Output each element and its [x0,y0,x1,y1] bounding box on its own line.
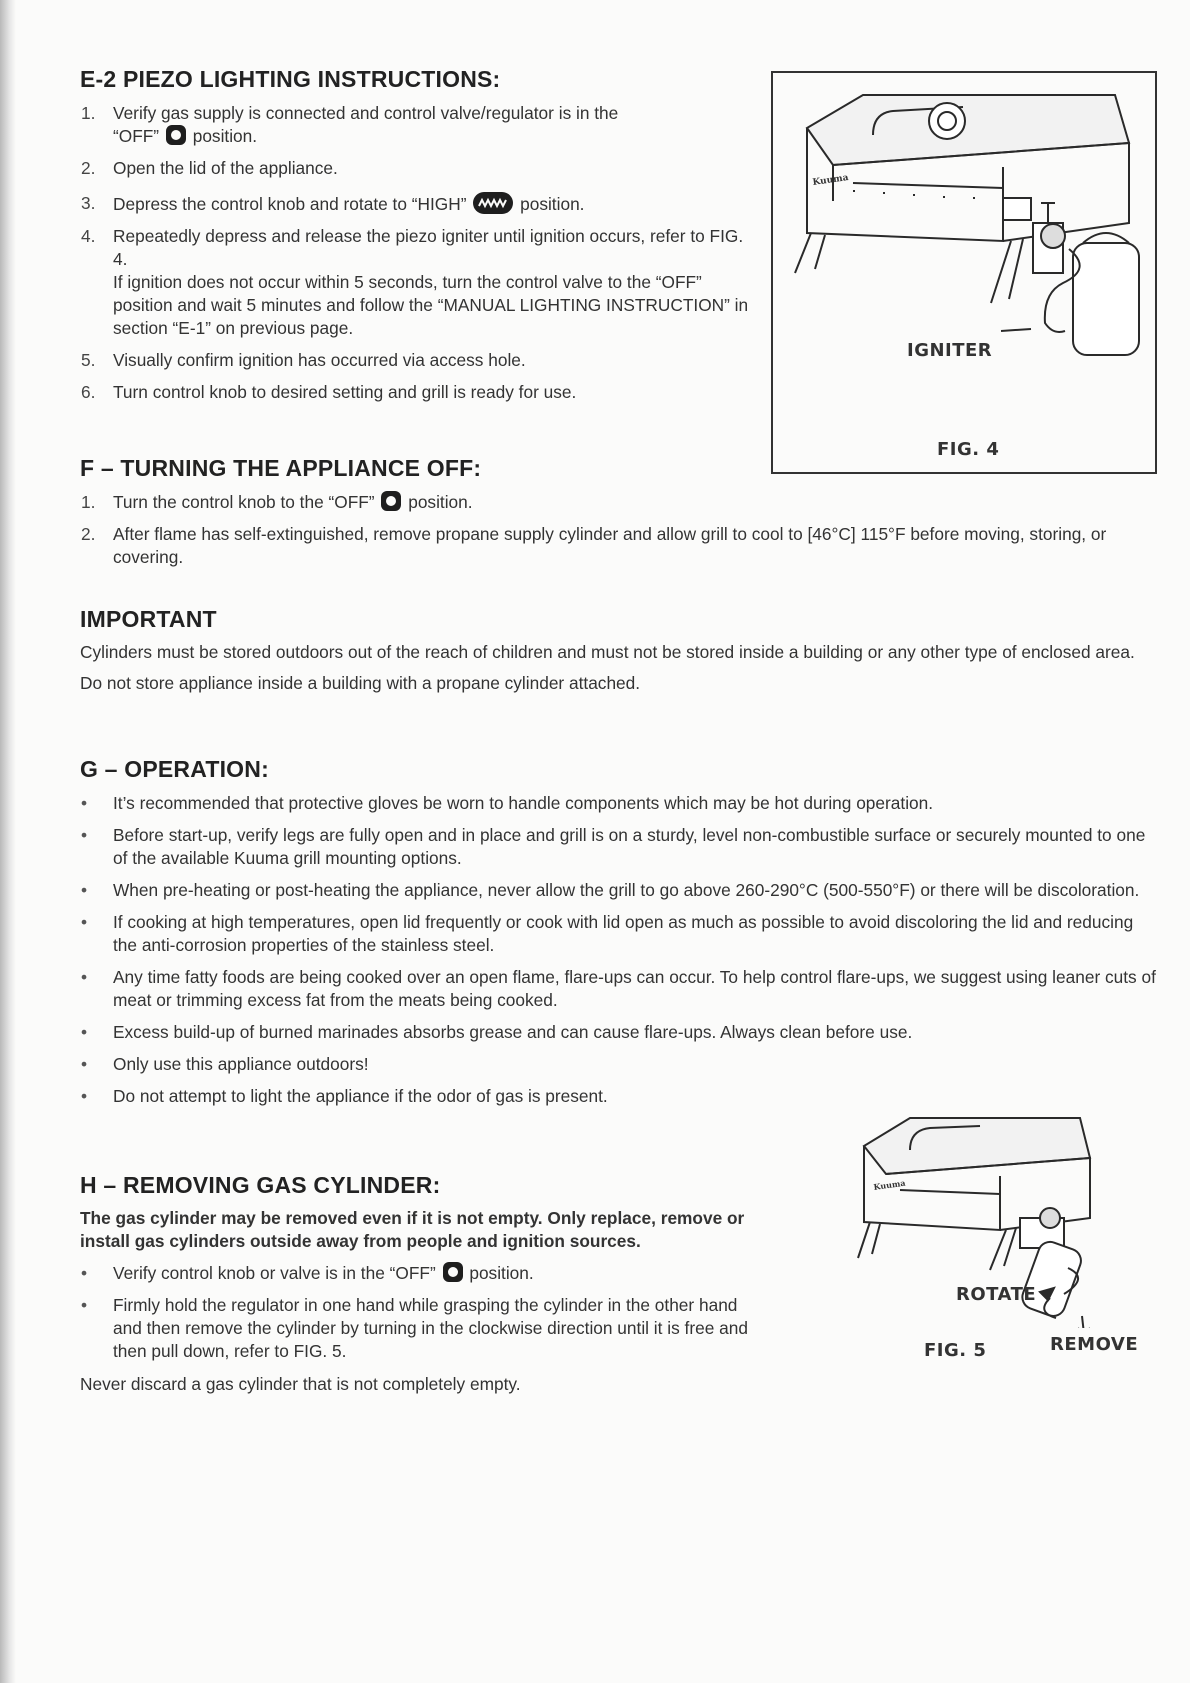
h-warning: The gas cylinder may be removed even if it is not empty. Only replace, remove or install gas cylinders outside away from people and ignition sources. [80,1208,745,1251]
fig5-rotate-callout: ROTATE [956,1284,1037,1305]
list-item: • Any time fatty foods are being cooked over an open flame, flare-ups can occur. To help control flare-ups, we suggest using leaner cuts of meat or trimming excess fat from the meats being cooked. [81,967,1156,1010]
list-item: • Verify control knob or valve is in the “OFF” position. [81,1263,534,1283]
off-position-icon [381,491,401,511]
list-item: • Excess build-up of burned marinades absorbs grease and can cause flare-ups. Always clean before use. [81,1022,913,1042]
fig4-label: FIG. 4 [937,439,1000,460]
important-paragraph-1: Cylinders must be stored outdoors out of the reach of children and must not be stored inside a building or any other type of enclosed area. [80,642,1135,662]
off-position-icon [443,1262,463,1282]
h-bullets [80,1262,760,1363]
figure-5 [850,1098,1150,1378]
figure-4 [771,71,1157,474]
section-e2 [80,66,760,404]
list-item: • Only use this appliance outdoors! [81,1054,369,1074]
h-footer-note: Never discard a gas cylinder that is not completely empty. [80,1374,521,1394]
section-g [80,756,1160,1108]
high-flame-icon [473,192,513,214]
section-e2-title: E-2 PIEZO LIGHTING INSTRUCTIONS: [80,66,501,92]
f-step-1: 1. Turn the control knob to the “OFF” position. [81,492,473,512]
f-steps [80,491,1160,569]
section-h-title: H – REMOVING GAS CYLINDER: [80,1172,441,1198]
list-item: • It’s recommended that protective gloves be worn to handle components which may be hot during operation. [81,793,934,813]
f-step-2: 2. After flame has self-extinguished, remove propane supply cylinder and allow grill to cool to [46°C] 115°F before moving, storing, or covering. [81,524,1107,567]
g-bullets [80,792,1160,1108]
list-item: • Firmly hold the regulator in one hand while grasping the cylinder in the other hand and then remove the cylinder by turning in the clockwise direction until it is free and then pull down, refer to FIG. 5. [81,1295,748,1361]
list-item: • Before start-up, verify legs are fully open and in place and grill is on a sturdy, level non-combustible surface or securely mounted to one of the available Kuuma grill mounting options. [81,825,1146,868]
section-h [80,1172,760,1396]
e2-step-1: 1. Verify gas supply is connected and control valve/regulator is in the “OFF” position. [81,103,619,146]
section-f-title: F – TURNING THE APPLIANCE OFF: [80,455,482,481]
grill-igniter-illustration [773,73,1155,373]
fig4-brand-logo: Kuuma [812,173,850,188]
fig5-remove-callout: REMOVE [1050,1334,1139,1355]
fig4-igniter-callout: IGNITER [907,340,993,361]
e2-step-5: 5. Visually confirm ignition has occurred via access hole. [81,350,526,370]
fig5-brand-logo: Kuuma [872,1177,907,1192]
section-f [80,455,1160,569]
e2-step-3: 3. Depress the control knob and rotate to “HIGH” position. [81,193,585,214]
off-position-icon [166,125,186,145]
e2-step-2: 2. Open the lid of the appliance. [81,158,338,178]
page-binding-shadow [0,0,16,1683]
section-important [80,606,1160,695]
e2-step-6: 6. Turn control knob to desired setting and grill is ready for use. [81,382,577,402]
list-item: • Do not attempt to light the appliance if the odor of gas is present. [81,1086,608,1106]
important-title: IMPORTANT [80,606,217,632]
important-paragraph-2: Do not store appliance inside a building with a propane cylinder attached. [80,673,641,693]
fig5-label: FIG. 5 [924,1340,987,1361]
e2-steps [80,102,760,404]
list-item: • If cooking at high temperatures, open lid frequently or cook with lid open as much as possible to avoid discoloring the lid and reducing the anti-corrosion properties of the stainless steel. [81,912,1134,955]
section-g-title: G – OPERATION: [80,756,269,782]
list-item: • When pre-heating or post-heating the appliance, never allow the grill to go above 260-290°C (500-550°F) or there will be discoloration. [81,880,1140,900]
e2-step-4: 4. Repeatedly depress and release the piezo igniter until ignition occurs, refer to FIG. 4. If ignition does not occur within 5 seconds, turn the control valve to the “OFF” position and wait 5 minutes and follow the “MANUAL LIGHTING INSTRUCTION” in section “E-1” on previous page. [81,226,749,338]
